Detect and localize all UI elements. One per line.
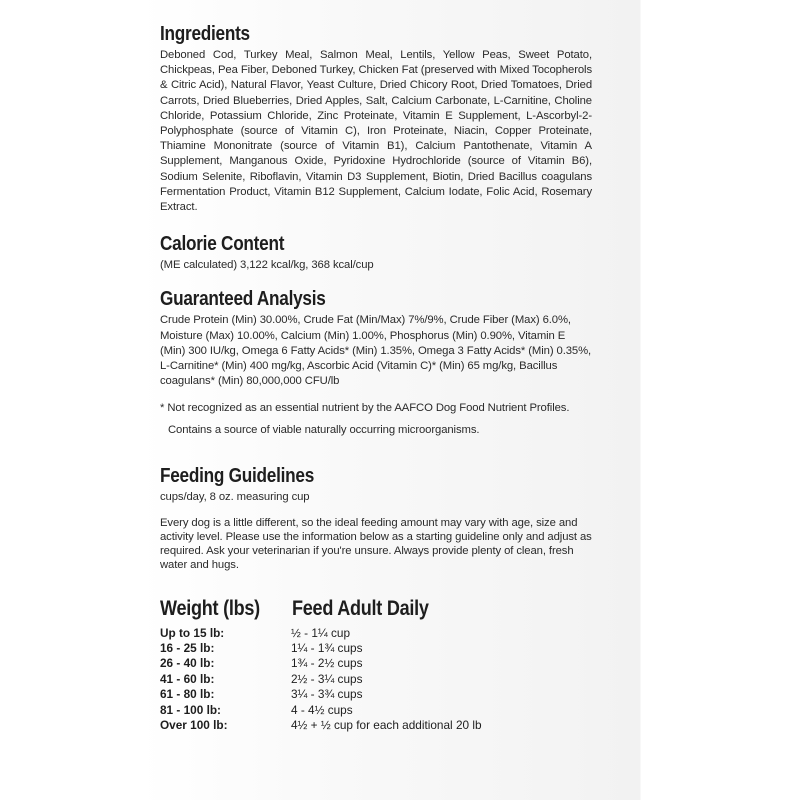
feed-cell: ½ - 1¼ cup	[291, 625, 351, 640]
feed-cell: 1¾ - 2½ cups	[291, 656, 363, 671]
feeding-table-header	[160, 594, 592, 624]
weight-column-heading: Weight (lbs)	[160, 596, 260, 620]
weight-cell: Over 100 lb:	[160, 718, 228, 732]
table-row	[160, 656, 592, 671]
guaranteed-analysis-text: Crude Protein (Min) 30.00%, Crude Fat (Min/Max) 7%/9%, Crude Fiber (Max) 6.0%, Moisture (Max) 10.00%, Calcium (Min) 1.00%, Phosphorus (Min) 0.90%, Vitamin E (Min) 300 IU/kg, Omega 6 Fatty Acids* (Min) 1.35%, Omega 3 Fatty Acids* (Min) 0.35%, L-Carnitine* (Min) 400 mg/kg, Ascorbic Acid (Vitamin C)* (Min) 65 mg/kg, Bacillus coagulans* (Min) 80,000,000 CFU/lb	[160, 314, 592, 388]
weight-cell: 26 - 40 lb:	[160, 656, 215, 671]
feed-cell: 2½ - 3¼ cups	[291, 671, 363, 686]
table-row	[160, 626, 592, 641]
ingredients-text: Deboned Cod, Turkey Meal, Salmon Meal, Lentils, Yellow Peas, Sweet Potato, Chickpeas, Pea Fiber, Deboned Turkey, Chicken Fat (preserved with Mixed Tocopherols & Citric Acid), Natural Flavor, Yeast Culture, Dried Chicory Root, Dried Tomatoes, Dried Carrots, Dried Blueberries, Dried Apples, Salt, Calcium Carbonate, L-Carnitine, Choline Chloride, Potassium Chloride, Zinc Proteinate, Vitamin E Supplement, L-Ascorbyl-2-Polyphosphate (source of Vitamin C), Iron Proteinate, Niacin, Copper Proteinate, Thiamine Mononitrate (source of Vitamin B1), Calcium Pantothenate, Vitamin A Supplement, Manganous Oxide, Pyridoxine Hydrochloride (source of Vitamin B6), Sodium Selenite, Riboflavin, Vitamin D3 Supplement, Biotin, Dried Bacillus coagulans Fermentation Product, Vitamin B12 Supplement, Calcium Iodate, Folic Acid, Rosemary Extract.	[160, 49, 592, 214]
guaranteed-analysis-heading: Guaranteed Analysis	[160, 288, 326, 311]
feed-cell: 4½ + ½ cup for each additional 20 lb	[291, 718, 482, 732]
table-row	[160, 703, 592, 718]
feeding-guidelines-heading: Feeding Guidelines	[160, 465, 315, 488]
weight-cell: 81 - 100 lb:	[160, 702, 221, 717]
weight-cell: 16 - 25 lb:	[160, 641, 215, 656]
nutrition-panel	[160, 18, 592, 733]
aafco-footnote: * Not recognized as an essential nutrient by the AAFCO Dog Food Nutrient Profiles.	[160, 402, 570, 415]
feeding-guidelines-subtitle: cups/day, 8 oz. measuring cup	[160, 491, 310, 504]
weight-cell: Up to 15 lb:	[160, 625, 225, 640]
weight-cell: 41 - 60 lb:	[160, 671, 215, 686]
ingredients-heading: Ingredients	[160, 23, 250, 45]
feed-cell: 4 - 4½ cups	[291, 702, 353, 717]
feed-column-heading: Feed Adult Daily	[292, 596, 429, 620]
table-row	[160, 641, 592, 656]
feeding-table	[160, 626, 592, 734]
weight-cell: 61 - 80 lb:	[160, 687, 215, 702]
table-row	[160, 718, 592, 733]
table-row	[160, 687, 592, 702]
probiotic-note: Contains a source of viable naturally occurring microorganisms.	[168, 424, 480, 437]
calorie-content-heading: Calorie Content	[160, 233, 285, 256]
feeding-guidelines-text: Every dog is a little different, so the ideal feeding amount may vary with age, size and activity level. Please use the information below as a starting guideline only and adjust as required. Ask your veterinarian if you're unsure. Always provide plenty of clean, fresh water and hugs.	[160, 516, 592, 571]
calorie-content-text: (ME calculated) 3,122 kcal/kg, 368 kcal/cup	[160, 259, 374, 272]
table-row	[160, 672, 592, 687]
feed-cell: 1¼ - 1¾ cups	[291, 641, 363, 656]
feed-cell: 3¼ - 3¾ cups	[291, 687, 363, 702]
